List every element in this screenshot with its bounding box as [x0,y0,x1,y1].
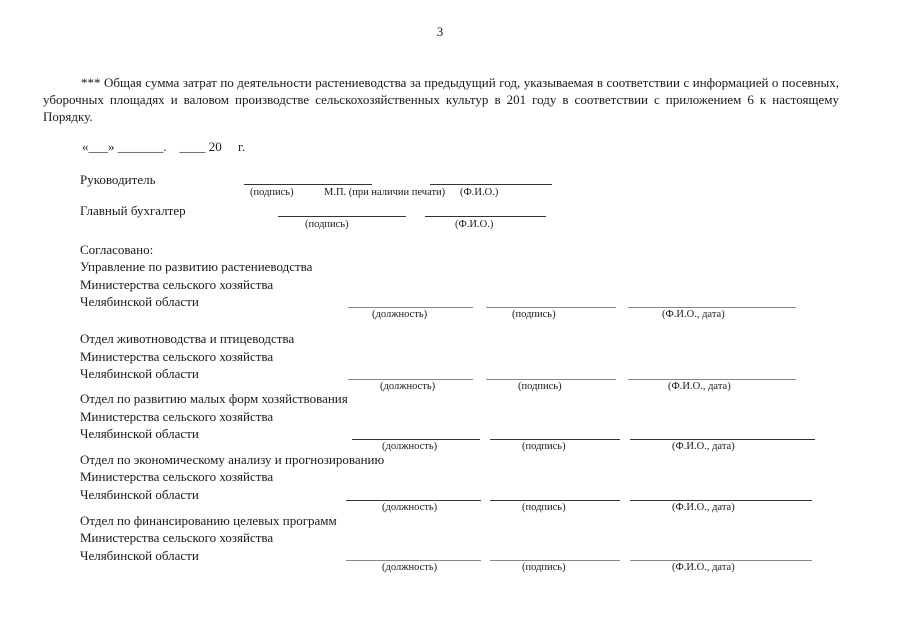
department-1-caption-position: (должность) [372,309,428,320]
department-5-caption-name-date: (Ф.И.О., дата) [672,562,735,573]
chief-accountant-name-line [425,216,546,217]
department-2-position-line [348,379,473,380]
department-3-line-1: Отдел по развитию малых форм хозяйствования [80,391,348,406]
department-5-line-1: Отдел по финансированию целевых программ [80,513,337,528]
department-1-line-3: Челябинской области [80,294,199,309]
chief-accountant-signature-line [278,216,406,217]
department-3-caption-name-date: (Ф.И.О., дата) [672,441,735,452]
department-1-caption-signature: (подпись) [512,309,556,320]
department-2-caption-name-date: (Ф.И.О., дата) [668,381,731,392]
department-4-caption-signature: (подпись) [522,502,566,513]
department-5-position-line [346,560,481,561]
department-5-caption-position: (должность) [382,562,438,573]
department-3-caption-position: (должность) [382,441,438,452]
department-4-line-1: Отдел по экономическому анализу и прогнозированию [80,452,385,467]
head-caption-stamp: М.П. (при наличии печати) [324,187,446,198]
page-number: 3 [436,24,444,39]
department-3-position-line [352,439,480,440]
date-line: «___» _______. ____ 20 г. [82,139,246,154]
department-2-caption-position: (должность) [380,381,436,392]
head-caption-signature: (подпись) [250,187,294,198]
department-4-line-3: Челябинской области [80,487,199,502]
department-5-signature-line [490,560,620,561]
chief-accountant-caption-signature: (подпись) [305,219,349,230]
head-label: Руководитель [80,172,156,187]
department-2-name-line [628,379,796,380]
department-4-caption-name-date: (Ф.И.О., дата) [672,502,735,513]
department-1-caption-name-date: (Ф.И.О., дата) [662,309,725,320]
department-5-caption-signature: (подпись) [522,562,566,573]
department-3-name-line [630,439,815,440]
department-1-line-1: Управление по развитию растениеводства [80,259,313,274]
department-5-line-2: Министерства сельского хозяйства [80,530,274,545]
chief-accountant-label: Главный бухгалтер [80,203,186,218]
head-caption-name: (Ф.И.О.) [460,187,499,198]
department-3-caption-signature: (подпись) [522,441,566,452]
department-4-caption-position: (должность) [382,502,438,513]
department-3-signature-line [490,439,620,440]
footnote: *** Общая сумма затрат по деятельности растениеводства за предыдущий год, указываемая в соответствии с информацией о посевных, уборочных площадях и валовом производстве сельскохозяйственных культур в 201 году в соответствии с приложением 6 к настоящему Порядку. [43,75,839,124]
department-3-line-2: Министерства сельского хозяйства [80,409,274,424]
department-2-signature-line [486,379,616,380]
department-4-name-line [630,500,812,501]
department-4-signature-line [490,500,620,501]
department-5-line-3: Челябинской области [80,548,199,563]
department-3-line-3: Челябинской области [80,426,199,441]
department-1-position-line [348,307,473,308]
department-2-caption-signature: (подпись) [518,381,562,392]
department-1-name-line [628,307,796,308]
agreed-label: Согласовано: [80,242,154,257]
department-4-position-line [346,500,481,501]
department-1-line-2: Министерства сельского хозяйства [80,277,274,292]
department-5-name-line [630,560,812,561]
head-name-line [430,184,552,185]
department-4-line-2: Министерства сельского хозяйства [80,469,274,484]
department-2-line-1: Отдел животноводства и птицеводства [80,331,295,346]
department-1-signature-line [486,307,616,308]
chief-accountant-caption-name: (Ф.И.О.) [455,219,494,230]
department-2-line-2: Министерства сельского хозяйства [80,349,274,364]
head-signature-line [244,184,372,185]
department-2-line-3: Челябинской области [80,366,199,381]
